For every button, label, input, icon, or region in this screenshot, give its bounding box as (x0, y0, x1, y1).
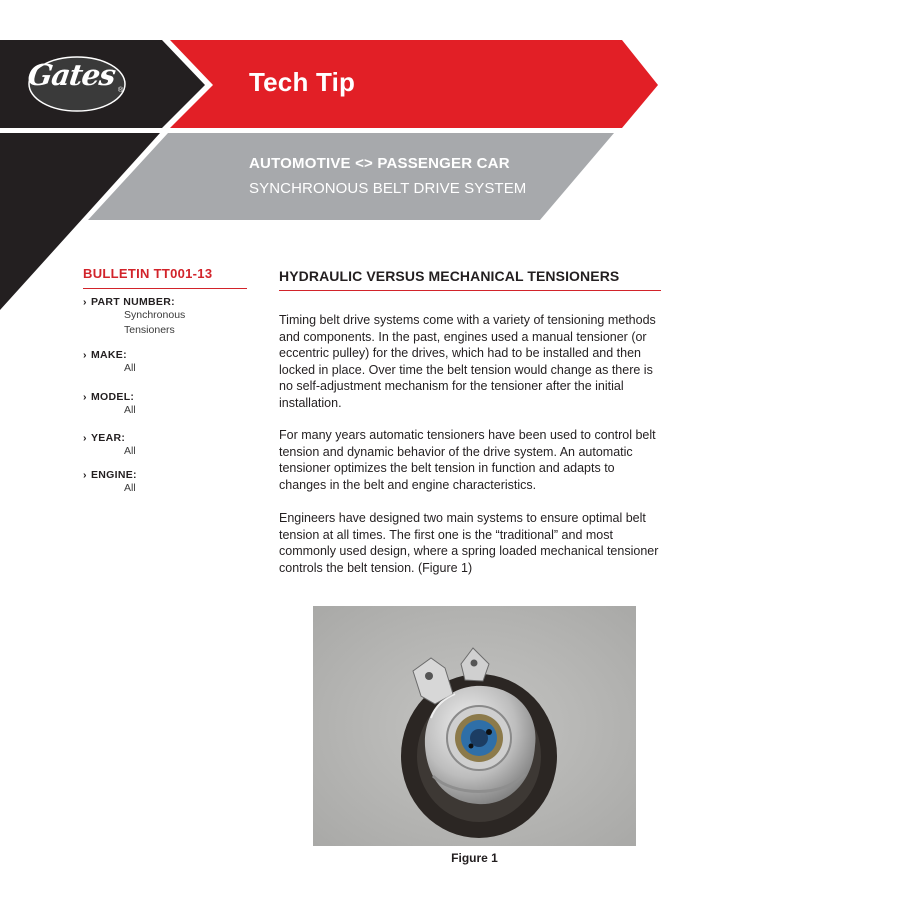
field-engine (83, 469, 247, 496)
registered-mark: ® (118, 87, 124, 94)
article-title: HYDRAULIC VERSUS MECHANICAL TENSIONERS (279, 268, 661, 291)
field-value: All (124, 404, 136, 416)
field-value: Synchronous (124, 309, 186, 321)
field-make (83, 349, 247, 376)
field-value: All (124, 482, 136, 494)
field-label: MODEL: (91, 391, 135, 403)
chevron-right-icon: › (83, 432, 87, 444)
field-label: MAKE: (91, 349, 127, 361)
field-value: All (124, 445, 136, 457)
chevron-right-icon: › (83, 296, 87, 308)
field-value: Tensioners (124, 324, 175, 336)
paragraph: Engineers have designed two main systems to ensure optimal belt tension at all times. The first one is the “traditional” and most commonly used design, where a spring loaded mechanical tensioner controls the belt tension. (Figure 1) (279, 511, 659, 575)
chevron-right-icon: › (83, 469, 87, 481)
field-value: All (124, 362, 136, 374)
field-part-number (83, 296, 247, 338)
tensioner-illustration (313, 606, 636, 846)
chevron-right-icon: › (83, 391, 87, 403)
gates-logo: Gates (25, 58, 118, 92)
field-label: ENGINE: (91, 469, 137, 481)
system-heading: SYNCHRONOUS BELT DRIVE SYSTEM (249, 180, 527, 197)
bulletin-number: BULLETIN TT001-13 (83, 266, 247, 289)
field-year (83, 432, 247, 459)
subtitle-gray-banner (88, 133, 614, 220)
tensioner-photo (313, 606, 636, 846)
field-model (83, 391, 247, 418)
chevron-right-icon: › (83, 349, 87, 361)
paragraph: Timing belt drive systems come with a variety of tensioning methods and components. In the past, engines used a manual tensioner (or eccentric pulley) for the drives, which had to be installed and then locked in place. Over time the belt tension would change as there is no self-adjustment mechanism for the tensioner after the initial installation. (279, 313, 656, 410)
figure-caption: Figure 1 (451, 851, 498, 865)
field-label: YEAR: (91, 432, 126, 444)
page-title: Tech Tip (249, 67, 356, 97)
article-body (279, 268, 661, 576)
bulletin-sidebar (83, 266, 247, 496)
field-label: PART NUMBER: (91, 296, 175, 308)
category-heading: AUTOMOTIVE <> PASSENGER CAR (249, 155, 510, 172)
title-red-banner (170, 40, 658, 128)
paragraph: For many years automatic tensioners have been used to control belt tension and dynamic behavior of the drive system. An automatic tensioner optimizes the belt tension in function and adapts to changes in the belt and engine characteristics. (279, 428, 656, 492)
